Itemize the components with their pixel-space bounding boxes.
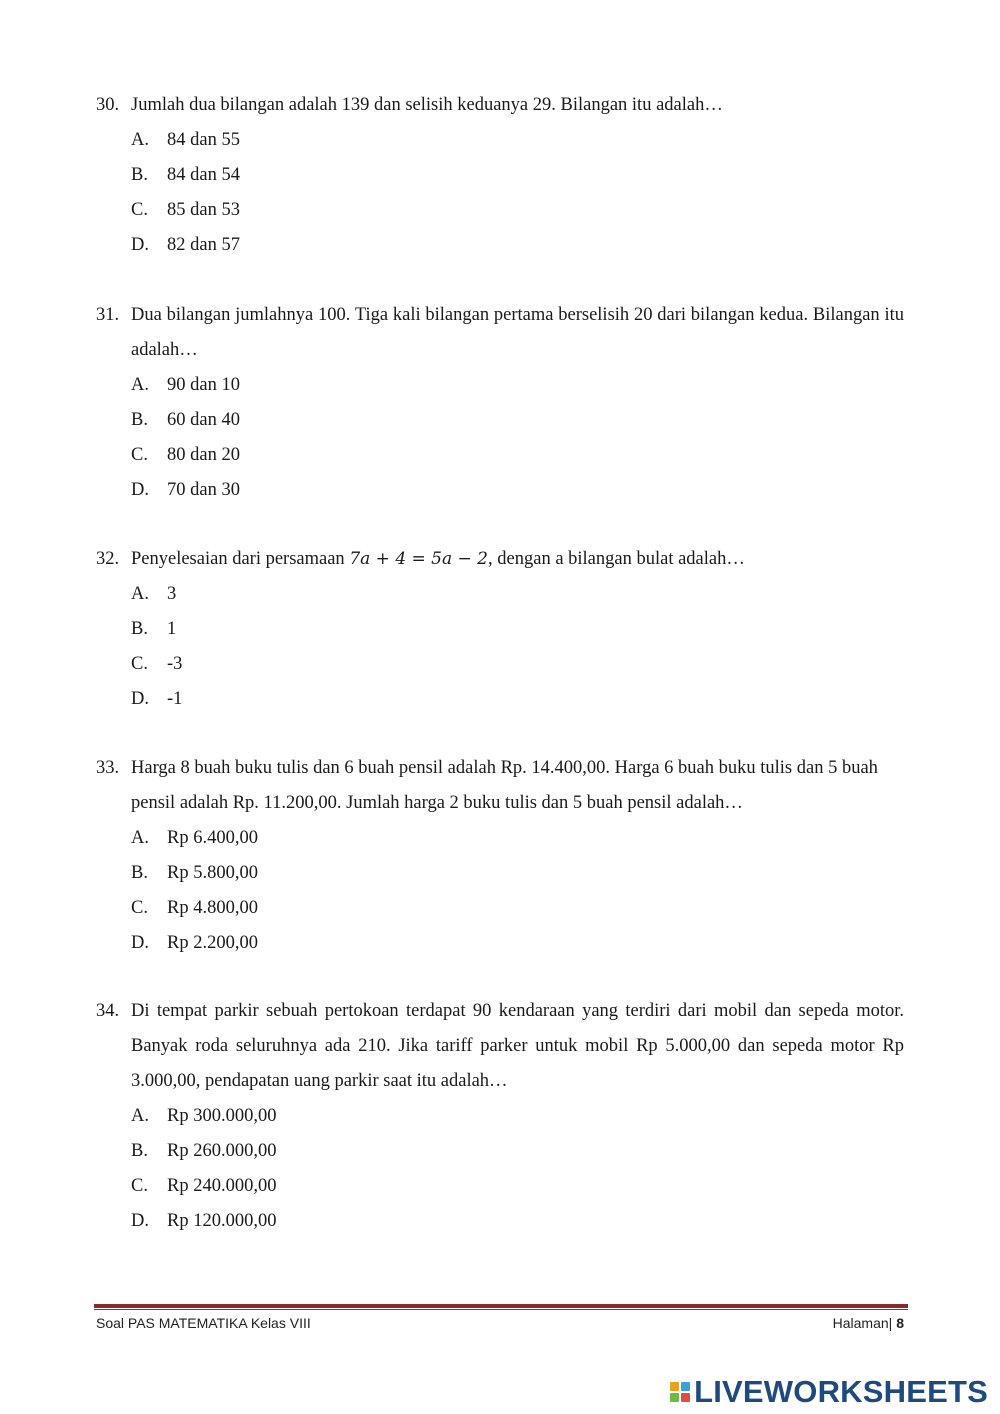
option-text: 84 dan 55 — [167, 130, 240, 150]
option-text: Rp 6.400,00 — [167, 828, 258, 848]
option-letter: D. — [131, 689, 149, 709]
option-text: -3 — [167, 654, 183, 674]
question-number: 34. — [96, 1001, 120, 1021]
question-31 — [96, 298, 904, 508]
question-32 — [96, 542, 904, 717]
option-letter: A. — [131, 130, 149, 150]
option-letter: B. — [131, 410, 148, 430]
option-b[interactable] — [131, 1134, 904, 1169]
option-letter: A. — [131, 375, 149, 395]
page-number: 8 — [896, 1315, 904, 1331]
question-number: 30. — [96, 95, 120, 115]
option-letter: B. — [131, 863, 148, 883]
option-b[interactable] — [131, 856, 904, 891]
liveworksheets-icon — [670, 1382, 690, 1402]
option-letter: B. — [131, 1141, 148, 1161]
page-indicator — [833, 1315, 904, 1331]
option-text: 85 dan 53 — [167, 200, 240, 220]
option-c[interactable] — [131, 1169, 904, 1204]
option-c[interactable] — [131, 193, 904, 228]
option-letter: C. — [131, 654, 148, 674]
option-letter: D. — [131, 235, 149, 255]
option-text: 3 — [167, 584, 177, 604]
option-letter: D. — [131, 933, 149, 953]
option-d[interactable] — [131, 682, 904, 717]
question-33 — [96, 751, 904, 961]
option-text: 1 — [167, 619, 177, 639]
option-text: -1 — [167, 689, 183, 709]
option-letter: D. — [131, 1211, 149, 1231]
option-d[interactable] — [131, 1204, 904, 1239]
option-text: Rp 300.000,00 — [167, 1106, 277, 1126]
option-b[interactable] — [131, 403, 904, 438]
question-text: Dua bilangan jumlahnya 100. Tiga kali bilangan pertama berselisih 20 dari bilangan kedua. Bilangan itu adalah… — [131, 305, 904, 360]
question-number: 32. — [96, 549, 120, 569]
option-text: 80 dan 20 — [167, 445, 240, 465]
option-a[interactable] — [131, 577, 904, 612]
option-d[interactable] — [131, 228, 904, 263]
option-text: 90 dan 10 — [167, 375, 240, 395]
question-text — [131, 542, 904, 577]
option-letter: C. — [131, 200, 148, 220]
logo-square-icon — [670, 1393, 679, 1402]
liveworksheets-text: LIVEWORKSHEETS — [694, 1374, 988, 1409]
question-number: 31. — [96, 305, 120, 325]
footer-title: Soal PAS MATEMATIKA Kelas VIII — [96, 1315, 311, 1331]
option-letter: D. — [131, 480, 149, 500]
option-c[interactable] — [131, 438, 904, 473]
logo-square-icon — [681, 1382, 690, 1391]
option-text: Rp 260.000,00 — [167, 1141, 277, 1161]
question-34 — [96, 994, 904, 1239]
question-text: Harga 8 buah buku tulis dan 6 buah pensil adalah Rp. 14.400,00. Harga 6 buah buku tulis dan 5 buah pensil adalah Rp. 11.200,00. Jumlah harga 2 buku tulis dan 5 buah pensil adalah… — [131, 758, 878, 813]
option-text: Rp 5.800,00 — [167, 863, 258, 883]
option-letter: B. — [131, 619, 148, 639]
footer-divider-thin — [94, 1309, 908, 1310]
option-text: 84 dan 54 — [167, 165, 240, 185]
option-d[interactable] — [131, 926, 904, 961]
question-text-after: , dengan a bilangan bulat adalah… — [488, 549, 745, 569]
question-30 — [96, 88, 904, 263]
option-letter: A. — [131, 1106, 149, 1126]
question-text: Jumlah dua bilangan adalah 139 dan selisih keduanya 29. Bilangan itu adalah… — [131, 95, 723, 115]
logo-square-icon — [670, 1382, 679, 1391]
option-text: 82 dan 57 — [167, 235, 240, 255]
option-text: Rp 4.800,00 — [167, 898, 258, 918]
option-letter: A. — [131, 828, 149, 848]
option-c[interactable] — [131, 891, 904, 926]
option-b[interactable] — [131, 612, 904, 647]
page-label: Halaman| — [832, 1315, 893, 1331]
option-text: 70 dan 30 — [167, 480, 240, 500]
option-letter: C. — [131, 898, 148, 918]
option-text: Rp 240.000,00 — [167, 1176, 277, 1196]
option-letter: C. — [131, 445, 148, 465]
option-letter: B. — [131, 165, 148, 185]
equation: 7a + 4 = 5a − 2 — [349, 549, 489, 569]
option-letter: C. — [131, 1176, 148, 1196]
option-a[interactable] — [131, 123, 904, 158]
option-c[interactable] — [131, 647, 904, 682]
option-letter: A. — [131, 584, 149, 604]
liveworksheets-logo — [670, 1374, 988, 1410]
question-text-before: Penyelesaian dari persamaan — [131, 549, 350, 569]
logo-square-icon — [681, 1393, 690, 1402]
option-text: Rp 120.000,00 — [167, 1211, 277, 1231]
option-a[interactable] — [131, 821, 904, 856]
option-text: 60 dan 40 — [167, 410, 240, 430]
option-a[interactable] — [131, 368, 904, 403]
option-b[interactable] — [131, 158, 904, 193]
question-number: 33. — [96, 758, 120, 778]
option-text: Rp 2.200,00 — [167, 933, 258, 953]
question-text: Di tempat parkir sebuah pertokoan terdapat 90 kendaraan yang terdiri dari mobil dan sepeda motor. Banyak roda seluruhnya ada 210. Jika tariff parker untuk mobil Rp 5.000,00 dan sepeda motor Rp 3.000,00, pendapatan uang parkir saat itu adalah… — [131, 1001, 904, 1091]
option-a[interactable] — [131, 1099, 904, 1134]
footer-divider — [94, 1304, 908, 1308]
option-d[interactable] — [131, 473, 904, 508]
